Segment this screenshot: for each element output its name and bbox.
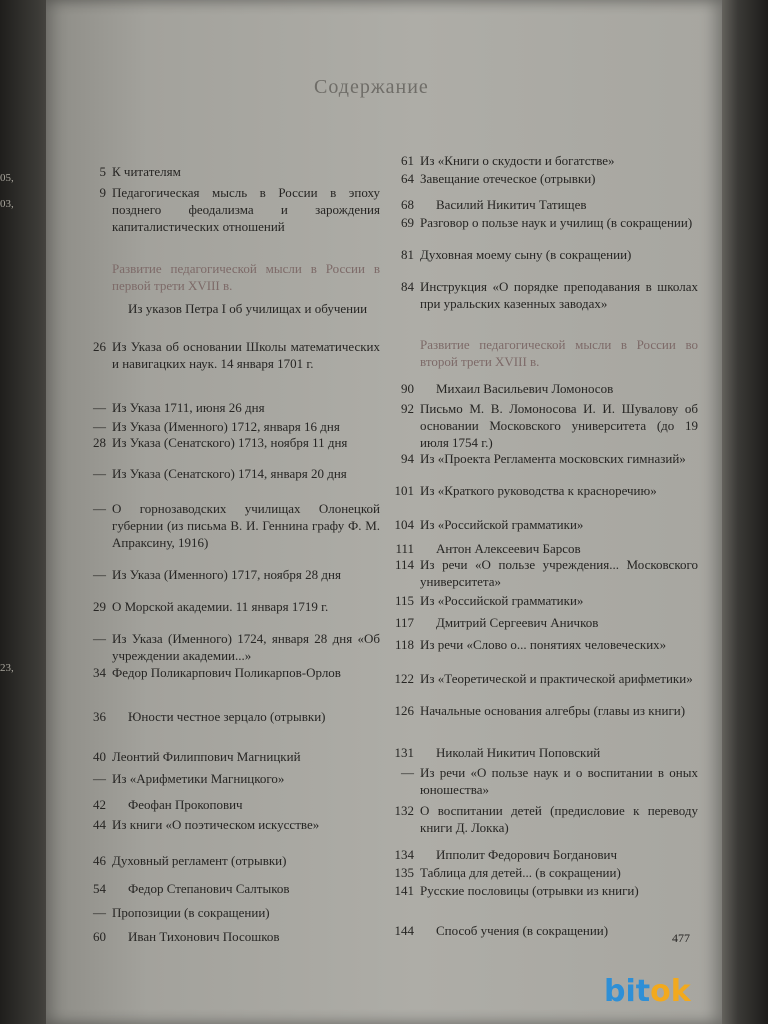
entry-page-number: 36 — [93, 709, 106, 724]
entry-title: О горнозаводских училищах Олонецкой губернии (из письма В. И. Геннина графу Ф. М. Апраксину, 1916) — [112, 501, 380, 550]
toc-entry — [388, 152, 698, 169]
entry-title: Из речи «О пользе учреждения... Московского университета» — [420, 557, 698, 589]
entry-page-number: 29 — [93, 599, 106, 614]
entry-title: Леонтий Филиппович Магницкий — [112, 749, 301, 764]
entry-title: Из Указа (Именного) 1717, ноября 28 дня — [112, 567, 341, 582]
entry-page-number: 135 — [394, 865, 414, 880]
page-number: 477 — [672, 931, 690, 945]
entry-page-number: — — [93, 567, 106, 582]
entry-page-number: 54 — [93, 881, 106, 896]
entry-page-number: 144 — [394, 923, 414, 938]
entry-page-number: 118 — [394, 637, 414, 652]
entry-title: Николай Никитич Поповский — [436, 745, 601, 760]
author-entry — [80, 880, 380, 897]
entry-page-number: 34 — [93, 665, 106, 680]
entry-page-number: 122 — [394, 671, 414, 686]
entry-page-number: — — [93, 400, 106, 415]
entry-title: Из Указа (Именного) 1712, января 16 дня — [112, 419, 340, 434]
toc-entry — [80, 664, 380, 698]
entry-page-number: — — [93, 905, 106, 920]
entry-page-number: 44 — [93, 817, 106, 832]
entry-title: Из указов Петра I об училищах и обучении — [128, 301, 368, 316]
entry-page-number: 115 — [394, 593, 414, 608]
entry-page-number: — — [93, 631, 106, 646]
toc-entry — [388, 516, 698, 533]
entry-page-number: — — [93, 771, 106, 786]
author-entry — [388, 744, 698, 761]
toc-entry — [388, 170, 698, 187]
author-entry — [80, 708, 380, 742]
entry-page-number: 84 — [401, 279, 414, 294]
author-entry — [80, 796, 380, 813]
entry-title: Из речи «Слово о... понятиях человеческих» — [420, 637, 667, 652]
entry-page-number: 134 — [394, 847, 414, 862]
entry-page-number: 26 — [93, 339, 106, 354]
entry-title: Василий Никитич Татищев — [436, 197, 587, 212]
entry-page-number: 131 — [394, 745, 414, 760]
toc-entry — [388, 278, 698, 329]
entry-page-number: 60 — [93, 929, 106, 944]
section-heading — [388, 336, 698, 370]
toc-entry — [80, 904, 380, 921]
entry-title: Дмитрий Сергеевич Аничков — [436, 615, 599, 630]
entry-title: Духовная моему сыну (в сокращении) — [420, 247, 632, 262]
entry-title: Развитие педагогической мысли в России в первой трети XVIII в. — [112, 261, 380, 293]
entry-page-number: 114 — [394, 557, 414, 572]
toc-entry — [80, 500, 380, 568]
entry-title: Начальные основания алгебры (главы из книги) — [420, 703, 686, 718]
author-entry — [80, 300, 380, 334]
entry-title: Федор Степанович Салтыков — [128, 881, 290, 896]
entry-title: Завещание отеческое (отрывки) — [420, 171, 596, 186]
entry-title: О воспитании детей (предисловие к переводу книги Д. Локка) — [420, 803, 698, 835]
toc-entry — [388, 882, 698, 916]
entry-title: Из «Арифметики Магницкого» — [112, 771, 285, 786]
entry-title: Из «Российской грамматики» — [420, 517, 584, 532]
toc-entry — [80, 163, 380, 180]
entry-title: Из «Книги о скудости и богатстве» — [420, 153, 615, 168]
margin-fragment: 05, — [0, 172, 14, 184]
entry-title: Способ учения (в сокращении) — [436, 923, 609, 938]
contents-page — [46, 0, 722, 1024]
entry-page-number: 9 — [99, 185, 106, 200]
entry-title: Антон Алексеевич Барсов — [436, 541, 581, 556]
entry-title: Юности честное зерцало (отрывки) — [128, 709, 326, 724]
entry-page-number: 68 — [401, 197, 414, 212]
entry-page-number: 40 — [93, 749, 106, 764]
entry-title: Иван Тихонович Посошков — [128, 929, 280, 944]
watermark-logo — [604, 974, 764, 1018]
toc-entry — [80, 816, 380, 850]
entry-page-number: 28 — [93, 435, 106, 450]
entry-title: Из Указа (Сенатского) 1713, ноября 11 дня — [112, 435, 348, 450]
entry-page-number: — — [93, 501, 106, 516]
entry-title: Разговор о пользе наук и училищ (в сокращении) — [420, 215, 693, 230]
right-page-edge — [718, 0, 768, 1024]
toc-entry — [80, 852, 380, 869]
toc-entry — [80, 184, 380, 252]
entry-title: Русские пословицы (отрывки из книги) — [420, 883, 639, 898]
watermark-part1: bit — [604, 974, 651, 1009]
page-title: Содержание — [314, 76, 429, 98]
entry-title: Педагогическая мысль в России в эпоху позднего феодализма и зарождения капиталистических отношений — [112, 185, 380, 234]
entry-page-number: 104 — [394, 517, 414, 532]
entry-title: Из Указа об основании Школы математических и навигацких наук. 14 января 1701 г. — [112, 339, 380, 371]
entry-title: Из «Российской грамматики» — [420, 593, 584, 608]
toc-entry — [80, 630, 380, 664]
toc-entry — [388, 450, 698, 484]
toc-entry — [388, 802, 698, 836]
entry-page-number: 64 — [401, 171, 414, 186]
entry-page-number: 101 — [394, 483, 414, 498]
author-entry — [388, 380, 698, 397]
author-entry — [80, 928, 380, 945]
author-entry — [388, 846, 698, 863]
author-entry — [388, 922, 698, 939]
toc-entry — [80, 598, 380, 632]
entry-title: Из Указа (Сенатского) 1714, января 20 дня — [112, 466, 347, 481]
toc-entry — [388, 592, 698, 609]
entry-title: Из Указа 1711, июня 26 дня — [112, 400, 265, 415]
watermark-part2: ok — [650, 974, 691, 1009]
author-entry — [388, 196, 698, 213]
author-entry — [388, 614, 698, 631]
margin-fragment: 03, — [0, 198, 14, 210]
entry-page-number: 46 — [93, 853, 106, 868]
toc-entry — [388, 670, 698, 704]
entry-title: Таблица для детей... (в сокращении) — [420, 865, 621, 880]
entry-page-number: 81 — [401, 247, 414, 262]
entry-page-number: 69 — [401, 215, 414, 230]
toc-entry — [388, 246, 698, 280]
toc-entry — [80, 338, 380, 389]
entry-title: Михаил Васильевич Ломоносов — [436, 381, 614, 396]
toc-entry — [80, 566, 380, 600]
section-heading — [80, 260, 380, 294]
entry-title: Федор Поликарпович Поликарпов-Орлов — [112, 665, 341, 680]
entry-page-number: 92 — [401, 401, 414, 416]
entry-title: Из «Краткого руководства к красноречию» — [420, 483, 657, 498]
toc-entry — [388, 702, 698, 736]
entry-page-number: — — [401, 765, 414, 780]
entry-page-number: 42 — [93, 797, 106, 812]
entry-title: Из «Теоретической и практической арифметики» — [420, 671, 693, 686]
entry-page-number: 141 — [394, 883, 414, 898]
author-entry — [388, 540, 698, 557]
toc-entry — [80, 465, 380, 499]
entry-page-number: — — [93, 466, 106, 481]
entry-page-number: 111 — [395, 541, 414, 556]
entry-title: Из «Проекта Регламента московских гимназий» — [420, 451, 686, 466]
toc-entry — [388, 864, 698, 881]
entry-title: Письмо М. В. Ломоносова И. И. Шувалову об основании Московского университета (до 19 июля 1754 г.) — [420, 401, 698, 450]
entry-title: Из книги «О поэтическом искусстве» — [112, 817, 320, 832]
entry-title: Из речи «О пользе наук и о воспитании в оных юношества» — [420, 765, 698, 797]
margin-fragment: 23, — [0, 662, 14, 674]
entry-title: Феофан Прокопович — [128, 797, 243, 812]
entry-page-number: — — [93, 419, 106, 434]
toc-entry — [388, 482, 698, 516]
entry-title: К читателям — [112, 164, 181, 179]
toc-entry — [388, 636, 698, 670]
entry-title: О Морской академии. 11 января 1719 г. — [112, 599, 329, 614]
toc-entry — [80, 434, 380, 468]
toc-entry — [388, 214, 698, 248]
entry-title: Развитие педагогической мысли в России во второй трети XVIII в. — [420, 337, 698, 369]
entry-page-number: 61 — [401, 153, 414, 168]
entry-title: Духовный регламент (отрывки) — [112, 853, 287, 868]
entry-title: Пропозиции (в сокращении) — [112, 905, 270, 920]
entry-page-number: 117 — [394, 615, 414, 630]
entry-page-number: 94 — [401, 451, 414, 466]
entry-title: Из Указа (Именного) 1724, января 28 дня «Об учреждении академии...» — [112, 631, 380, 663]
entry-title: Инструкция «О порядке преподавания в школах при уральских казенных заводах» — [420, 279, 698, 311]
entry-page-number: 126 — [394, 703, 414, 718]
entry-page-number: 132 — [394, 803, 414, 818]
toc-entry — [80, 399, 380, 416]
toc-entry — [80, 770, 380, 787]
entry-title: Ипполит Федорович Богданович — [436, 847, 617, 862]
entry-page-number: 5 — [99, 164, 106, 179]
entry-page-number: 90 — [401, 381, 414, 396]
toc-entry — [388, 556, 698, 590]
toc-entry — [388, 400, 698, 451]
toc-entry — [80, 748, 380, 765]
